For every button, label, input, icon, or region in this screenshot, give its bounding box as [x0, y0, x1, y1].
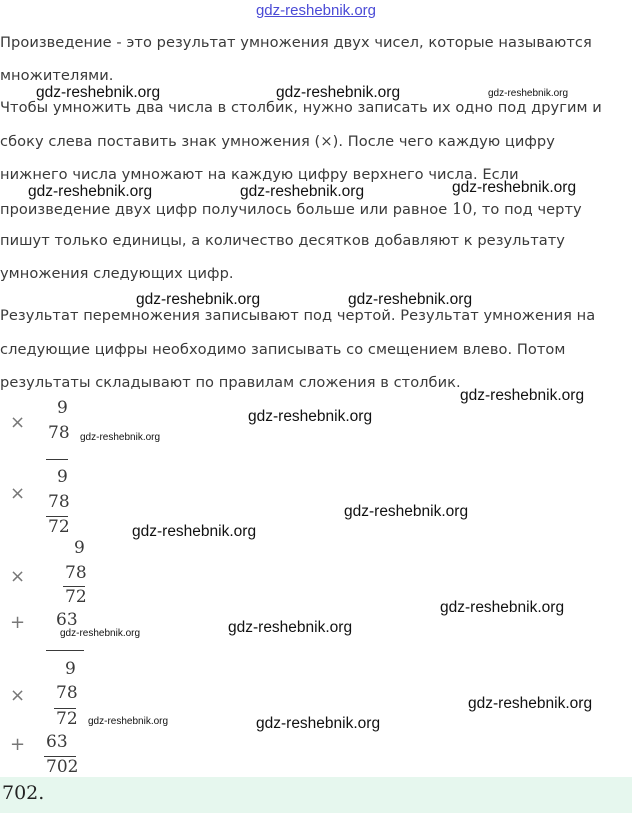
step2-multiplicand: 9 [57, 467, 68, 487]
watermark: gdz-reshebnik.org [240, 183, 365, 200]
rule-line-4-end: , то под черту [472, 201, 582, 218]
rule-line-2 [0, 133, 555, 150]
step3-multiplier: 78 [65, 563, 87, 583]
step1-multiplier: 78 [48, 423, 70, 443]
watermark: gdz-reshebnik.org [468, 695, 593, 712]
watermark: gdz-reshebnik.org [248, 408, 373, 425]
rule-line-6: умножения следующих цифр. [0, 265, 234, 282]
rule-line-2-start: сбоку слева поставить знак умножения ( [0, 133, 321, 150]
step3-multiplicand: 9 [74, 538, 85, 558]
watermark: gdz-reshebnik.org [344, 503, 469, 520]
step4-sum: 702 [46, 757, 79, 777]
watermark: gdz-reshebnik.org [80, 432, 161, 443]
watermark: gdz-reshebnik.org [136, 291, 261, 308]
step3-partial-2: 63 [56, 610, 78, 630]
rule-line-5: пишут только единицы, а количество десятков добавляют к результату [0, 232, 565, 249]
number-ten: 10 [452, 199, 473, 218]
watermark: gdz-reshebnik.org [60, 628, 141, 639]
watermark: gdz-reshebnik.org [88, 716, 169, 727]
step3-plus-sign: + [10, 612, 26, 633]
rule-line-2-end: ). После чего каждую цифру [332, 133, 555, 150]
step3-partial-1: 72 [65, 587, 87, 607]
watermark: gdz-reshebnik.org [36, 84, 161, 101]
rule-line-4 [0, 199, 582, 218]
step1-multiplicand: 9 [57, 398, 68, 418]
watermark: gdz-reshebnik.org [276, 84, 401, 101]
result-line-1: Результат перемножения записывают под чертой. Результат умножения на [0, 307, 596, 324]
definition-line-1: Произведение - это результат умножения двух чисел, которые называются [0, 34, 592, 51]
watermark: gdz-reshebnik.org [132, 523, 257, 540]
result-line-3: результаты складывают по правилам сложения в столбик. [0, 374, 461, 391]
step1-underline [46, 459, 68, 460]
step3-times-sign: × [10, 566, 26, 587]
times-symbol: × [320, 133, 333, 150]
answer-box [0, 777, 632, 813]
step2-multiplier: 78 [48, 492, 70, 512]
watermark: gdz-reshebnik.org [256, 715, 381, 732]
step4-plus-sign: + [10, 734, 26, 755]
step2-partial-1: 72 [48, 517, 70, 537]
step4-multiplicand: 9 [65, 659, 76, 679]
watermark: gdz-reshebnik.org [348, 291, 473, 308]
step1-times-sign: × [10, 412, 26, 433]
watermark: gdz-reshebnik.org [28, 183, 153, 200]
step3-underline [46, 650, 84, 651]
watermark: gdz-reshebnik.org [460, 387, 585, 404]
step4-multiplier: 78 [56, 683, 78, 703]
step4-partial-2: 63 [46, 732, 68, 752]
watermark: gdz-reshebnik.org [440, 599, 565, 616]
step4-times-sign: × [10, 685, 26, 706]
result-line-2: следующие цифры необходимо записывать со смещением влево. Потом [0, 341, 566, 358]
step2-times-sign: × [10, 483, 26, 504]
rule-line-3: нижнего числа умножают на каждую цифру верхнего числа. Если [0, 166, 519, 183]
answer-value: 702. [2, 782, 45, 804]
rule-line-4-start: произведение двух цифр получилось больше или равное [0, 201, 452, 218]
watermark: gdz-reshebnik.org [228, 619, 353, 636]
definition-line-2: множителями. [0, 67, 114, 84]
rule-line-1: Чтобы умножить два числа в столбик, нужно записать их одно под другим и [0, 99, 602, 116]
site-header-link[interactable]: gdz-reshebnik.org [255, 2, 377, 19]
step4-partial-1: 72 [56, 709, 78, 729]
watermark: gdz-reshebnik.org [488, 88, 569, 99]
watermark: gdz-reshebnik.org [452, 179, 577, 196]
